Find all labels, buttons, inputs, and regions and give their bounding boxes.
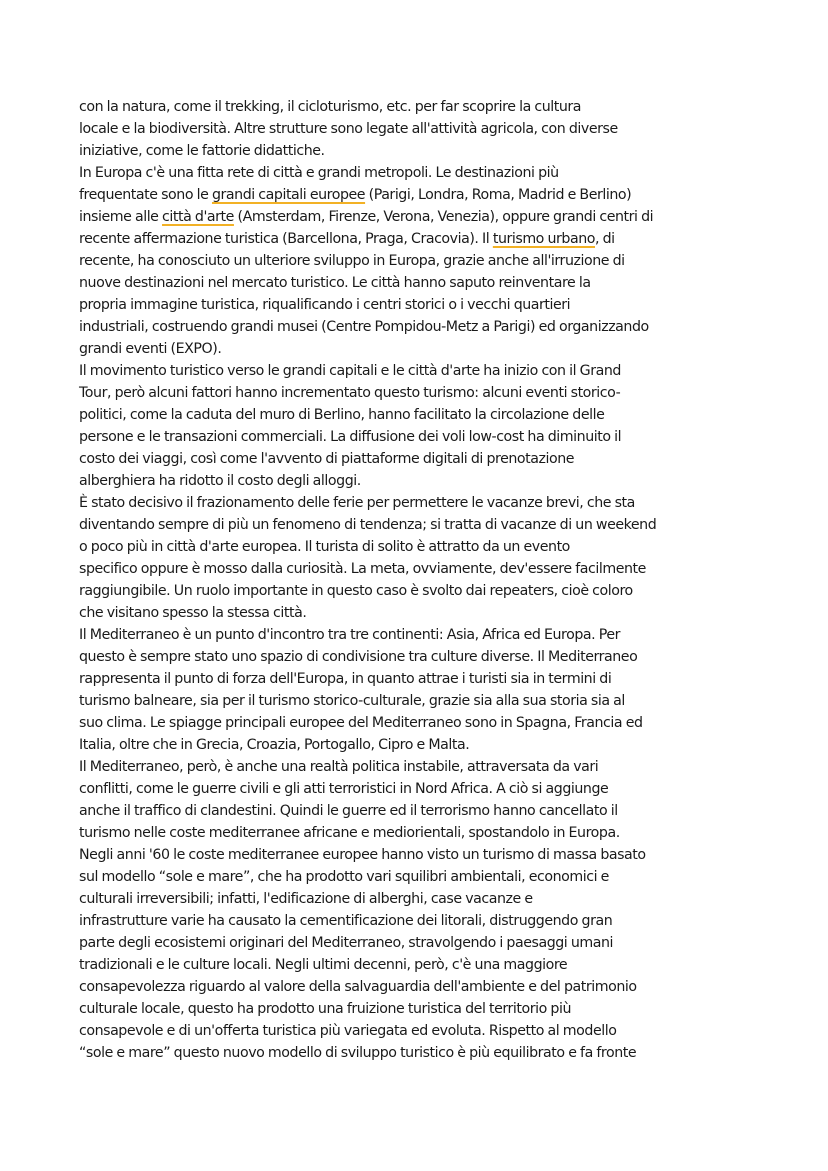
text-line (79, 470, 768, 492)
text-line (79, 844, 768, 866)
text-segment: questo è sempre stato uno spazio di condivisione tra culture diverse. Il Mediterraneo (79, 649, 638, 665)
text-segment: parte degli ecosistemi originari del Mediterraneo, stravolgendo i paesaggi umani (79, 935, 614, 951)
text-line (79, 668, 768, 690)
text-segment: diventando sempre di più un fenomeno di tendenza; si tratta di vacanze di un weekend (79, 517, 657, 533)
text-line (79, 602, 768, 624)
text-segment: consapevolezza riguardo al valore della salvaguardia dell'ambiente e del patrimonio (79, 979, 637, 995)
text-segment: , di (594, 231, 615, 247)
text-line (79, 624, 768, 646)
text-line (79, 272, 768, 294)
text-line (79, 184, 768, 206)
text-segment: o poco più in città d'arte europea. Il turista di solito è attratto da un evento (79, 539, 570, 555)
text-segment: turismo balneare, sia per il turismo storico-culturale, grazie sia alla sua storia sia al (79, 693, 625, 709)
text-segment: costo dei viaggi, così come l'avvento di piattaforme digitali di prenotazione (79, 451, 575, 467)
text-segment: frequentate sono le (79, 187, 212, 203)
text-line (79, 360, 768, 382)
text-segment: nuove destinazioni nel mercato turistico. Le città hanno saputo reinventare la (79, 275, 591, 291)
text-segment: consapevole e di un'offerta turistica più variegata ed evoluta. Rispetto al modello (79, 1023, 617, 1039)
text-line (79, 866, 768, 888)
text-segment: (Amsterdam, Firenze, Verona, Venezia), oppure grandi centri di (233, 209, 654, 225)
text-segment: È stato decisivo il frazionamento delle ferie per permettere le vacanze brevi, che sta (79, 495, 635, 511)
text-line (79, 690, 768, 712)
text-line (79, 580, 768, 602)
highlighted-term: grandi capitali europee (211, 187, 366, 203)
text-segment: iniziative, come le fattorie didattiche. (79, 143, 325, 159)
text-line (79, 712, 768, 734)
text-segment: specifico oppure è mosso dalla curiosità. La meta, ovviamente, dev'essere facilmente (79, 561, 646, 577)
text-segment: Negli anni '60 le coste mediterranee europee hanno visto un turismo di massa basato (79, 847, 646, 863)
text-segment: sul modello “sole e mare”, che ha prodotto vari squilibri ambientali, economici e (79, 869, 609, 885)
text-segment: alberghiera ha ridotto il costo degli alloggi. (79, 473, 361, 489)
text-segment: conflitti, come le guerre civili e gli atti terroristici in Nord Africa. A ciò si aggiunge (79, 781, 609, 797)
text-line (79, 800, 768, 822)
text-line (79, 954, 768, 976)
text-line (79, 140, 768, 162)
text-segment: culturale locale, questo ha prodotto una fruizione turistica del territorio più (79, 1001, 571, 1017)
notes-text-block (79, 96, 768, 1064)
text-segment: turismo nelle coste mediterranee africane e mediorientali, spostandolo in Europa. (79, 825, 620, 841)
text-line (79, 932, 768, 954)
text-segment: locale e la biodiversità. Altre strutture sono legate all'attività agricola, con diverse (79, 121, 618, 137)
text-line (79, 910, 768, 932)
text-line (79, 228, 768, 250)
text-segment: “sole e mare” questo nuovo modello di sviluppo turistico è più equilibrato e fa fronte (79, 1045, 637, 1061)
text-segment: grandi eventi (EXPO). (79, 341, 222, 357)
text-line (79, 162, 768, 184)
text-line (79, 646, 768, 668)
text-line (79, 338, 768, 360)
text-line (79, 998, 768, 1020)
text-line (79, 96, 768, 118)
text-segment: raggiungibile. Un ruolo importante in questo caso è svolto dai repeaters, cioè coloro (79, 583, 633, 599)
text-line (79, 382, 768, 404)
text-segment: recente, ha conosciuto un ulteriore sviluppo in Europa, grazie anche all'irruzione di (79, 253, 625, 269)
text-line (79, 426, 768, 448)
text-segment: persone e le transazioni commerciali. La diffusione dei voli low-cost ha diminuito il (79, 429, 622, 445)
text-line (79, 448, 768, 470)
text-segment: Tour, però alcuni fattori hanno incrementato questo turismo: alcuni eventi storico- (79, 385, 621, 401)
text-segment: Il Mediterraneo è un punto d'incontro tra tre continenti: Asia, Africa ed Europa. Per (79, 627, 621, 643)
text-segment: che visitano spesso la stessa città. (79, 605, 307, 621)
text-line (79, 558, 768, 580)
text-segment: rappresenta il punto di forza dell'Europa, in quanto attrae i turisti sia in termini di (79, 671, 612, 687)
text-line (79, 1020, 768, 1042)
text-segment: suo clima. Le spiagge principali europee del Mediterraneo sono in Spagna, Francia ed (79, 715, 643, 731)
text-segment: politici, come la caduta del muro di Berlino, hanno facilitato la circolazione delle (79, 407, 605, 423)
text-line (79, 250, 768, 272)
text-line (79, 1042, 768, 1064)
text-segment: Italia, oltre che in Grecia, Croazia, Portogallo, Cipro e Malta. (79, 737, 470, 753)
text-line (79, 976, 768, 998)
highlighted-term: città d'arte (162, 209, 234, 225)
text-line (79, 536, 768, 558)
text-line (79, 734, 768, 756)
text-segment: tradizionali e le culture locali. Negli ultimi decenni, però, c'è una maggiore (79, 957, 568, 973)
text-segment: con la natura, come il trekking, il cicloturismo, etc. per far scoprire la cultura (79, 99, 582, 115)
text-line (79, 778, 768, 800)
text-line (79, 294, 768, 316)
text-segment: infrastrutture varie ha causato la cementificazione dei litorali, distruggendo gran (79, 913, 613, 929)
text-line (79, 404, 768, 426)
text-line (79, 492, 768, 514)
text-line (79, 756, 768, 778)
text-segment: Il Mediterraneo, però, è anche una realtà politica instabile, attraversata da vari (79, 759, 599, 775)
text-segment: In Europa c'è una fitta rete di città e grandi metropoli. Le destinazioni più (79, 165, 559, 181)
text-segment: propria immagine turistica, riqualificando i centri storici o i vecchi quartieri (79, 297, 571, 313)
text-segment: anche il traffico di clandestini. Quindi le guerre ed il terrorismo hanno cancellato il (79, 803, 618, 819)
text-line (79, 316, 768, 338)
text-segment: insieme alle (79, 209, 163, 225)
text-segment: recente affermazione turistica (Barcellona, Praga, Cracovia). Il (79, 231, 493, 247)
text-line (79, 206, 768, 228)
text-line (79, 514, 768, 536)
text-line (79, 888, 768, 910)
text-line (79, 118, 768, 140)
text-segment: Il movimento turistico verso le grandi capitali e le città d'arte ha inizio con il Grand (79, 363, 621, 379)
text-segment: industriali, costruendo grandi musei (Centre Pompidou-Metz a Parigi) ed organizzando (79, 319, 649, 335)
text-segment: (Parigi, Londra, Roma, Madrid e Berlino) (365, 187, 632, 203)
text-line (79, 822, 768, 844)
text-segment: culturali irreversibili; infatti, l'edificazione di alberghi, case vacanze e (79, 891, 533, 907)
highlighted-term: turismo urbano (492, 231, 595, 247)
